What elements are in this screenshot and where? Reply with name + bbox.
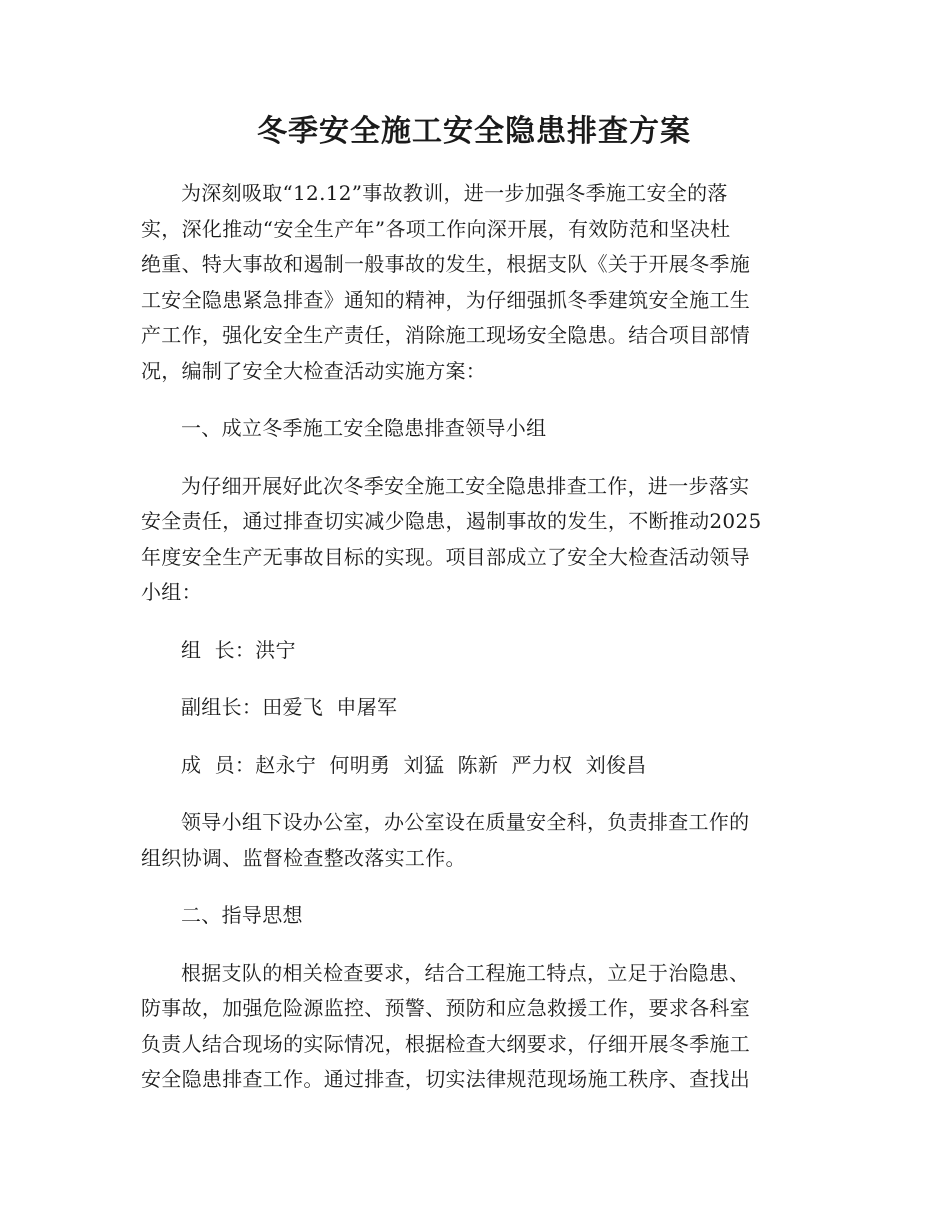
office-paragraph: [141, 805, 807, 876]
office-line: 领导小组下设办公室，办公室设在质量安全科，负责排查工作的: [181, 810, 750, 834]
section-2-line: 防事故，加强危险源监控、预警、预防和应急救援工作，要求各科室: [141, 996, 750, 1020]
intro-line: 绝重、特大事故和遏制一般事故的发生，根据支队《关于开展冬季施: [141, 252, 750, 276]
section-1-heading: 一、成立冬季施工安全隐患排查领导小组: [181, 416, 547, 440]
section-1-paragraph: [141, 469, 807, 611]
intro-line: 况，编制了安全大检查活动实施方案：: [141, 358, 487, 383]
section-1-heading-block: [141, 411, 807, 447]
intro-line: 工安全隐患紧急排查》通知的精神，为仔细强抓冬季建筑安全施工生: [141, 287, 750, 312]
group-members: 成 员：赵永宁 何明勇 刘猛 陈新 严力权 刘俊昌: [181, 752, 647, 777]
office-line: 组织协调、监督检查整改落实工作。: [141, 845, 466, 870]
document-title: 冬季安全施工安全隐患排查方案: [257, 114, 691, 149]
intro-line: 产工作，强化安全生产责任，消除施工现场安全隐患。结合项目部情: [141, 323, 750, 347]
section-1-line: 为仔细开展好此次冬季安全施工安全隐患排查工作，进一步落实: [181, 473, 750, 498]
deputy-leaders: 副组长：田爱飞 申屠军: [181, 695, 398, 719]
intro-line: 为深刻吸取“12.12”事故教训，进一步加强冬季施工安全的落: [181, 181, 728, 205]
section-2-line: 负责人结合现场的实际情况，根据检查大纲要求，仔细开展冬季施工: [141, 1031, 750, 1056]
document-page: [141, 108, 807, 1098]
section-2-heading-block: [141, 898, 807, 934]
section-1-line: 年度安全生产无事故目标的实现。项目部成立了安全大检查活动领导: [141, 544, 750, 569]
intro-line: 实，深化推动“安全生产年”各项工作向深开展，有效防范和坚决杜: [141, 216, 731, 241]
deputy-block: [141, 690, 807, 726]
section-2-line: 根据支队的相关检查要求，结合工程施工特点，立足于治隐患、: [181, 960, 750, 985]
leader-block: [141, 633, 807, 669]
members-block: [141, 748, 807, 784]
section-1-line: 安全责任，通过排查切实减少隐患，遏制事故的发生，不断推动2025: [141, 509, 762, 533]
group-leader: 组 长：洪宁: [181, 637, 296, 662]
intro-paragraph: [141, 176, 807, 389]
section-2-heading: 二、指导思想: [181, 903, 303, 927]
section-2-paragraph: [141, 956, 807, 1098]
section-2-line: 安全隐患排查工作。通过排查，切实法律规范现场施工秩序、查找出: [141, 1067, 750, 1091]
section-1-line: 小组：: [141, 580, 202, 604]
